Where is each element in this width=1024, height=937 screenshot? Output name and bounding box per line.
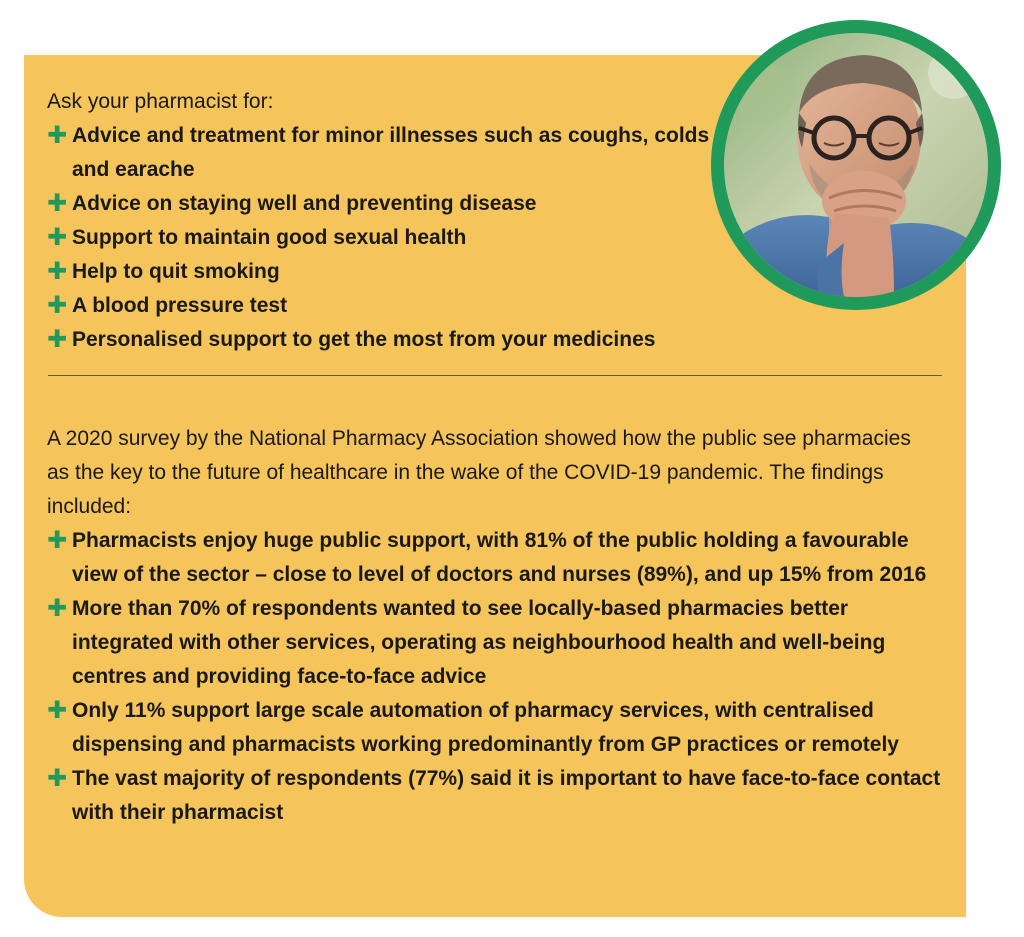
list-item: ✚ More than 70% of respondents wanted to see locally-based pharmacies better integrated with other services, operating as neighbourhood health and well-being centres and providing face-to-face advice <box>47 592 942 694</box>
plus-icon: ✚ <box>47 258 68 285</box>
section-divider <box>48 375 942 376</box>
plus-icon: ✚ <box>47 527 68 554</box>
plus-icon: ✚ <box>47 326 68 353</box>
findings-list <box>47 524 947 830</box>
list-item: ✚ Help to quit smoking <box>47 255 722 289</box>
plus-icon: ✚ <box>47 190 68 217</box>
plus-icon: ✚ <box>47 765 68 792</box>
plus-icon: ✚ <box>47 224 68 251</box>
survey-intro: A 2020 survey by the National Pharmacy Association showed how the public see pharmacies as the key to the future of healthcare in the wake of the COVID-19 pandemic. The findings included: <box>47 427 911 518</box>
services-intro: Ask your pharmacist for: <box>47 90 274 113</box>
list-item: ✚ The vast majority of respondents (77%) said it is important to have face-to-face contact with their pharmacist <box>47 762 942 830</box>
survey-section <box>47 422 947 830</box>
services-section <box>47 85 947 357</box>
plus-icon: ✚ <box>47 697 68 724</box>
plus-icon: ✚ <box>47 595 68 622</box>
services-list <box>47 119 947 357</box>
list-item: ✚ A blood pressure test <box>47 289 722 323</box>
list-item: ✚ Personalised support to get the most from your medicines <box>47 323 892 357</box>
plus-icon: ✚ <box>47 292 68 319</box>
list-item: ✚ Only 11% support large scale automation of pharmacy services, with centralised dispensing and pharmacists working predominantly from GP practices or remotely <box>47 694 942 762</box>
list-item: ✚ Support to maintain good sexual health <box>47 221 722 255</box>
list-item: ✚ Pharmacists enjoy huge public support, with 81% of the public holding a favourable view of the sector – close to level of doctors and nurses (89%), and up 15% from 2016 <box>47 524 942 592</box>
list-item: ✚ Advice and treatment for minor illnesses such as coughs, colds and earache <box>47 119 722 187</box>
plus-icon: ✚ <box>47 122 68 149</box>
list-item: ✚ Advice on staying well and preventing disease <box>47 187 722 221</box>
